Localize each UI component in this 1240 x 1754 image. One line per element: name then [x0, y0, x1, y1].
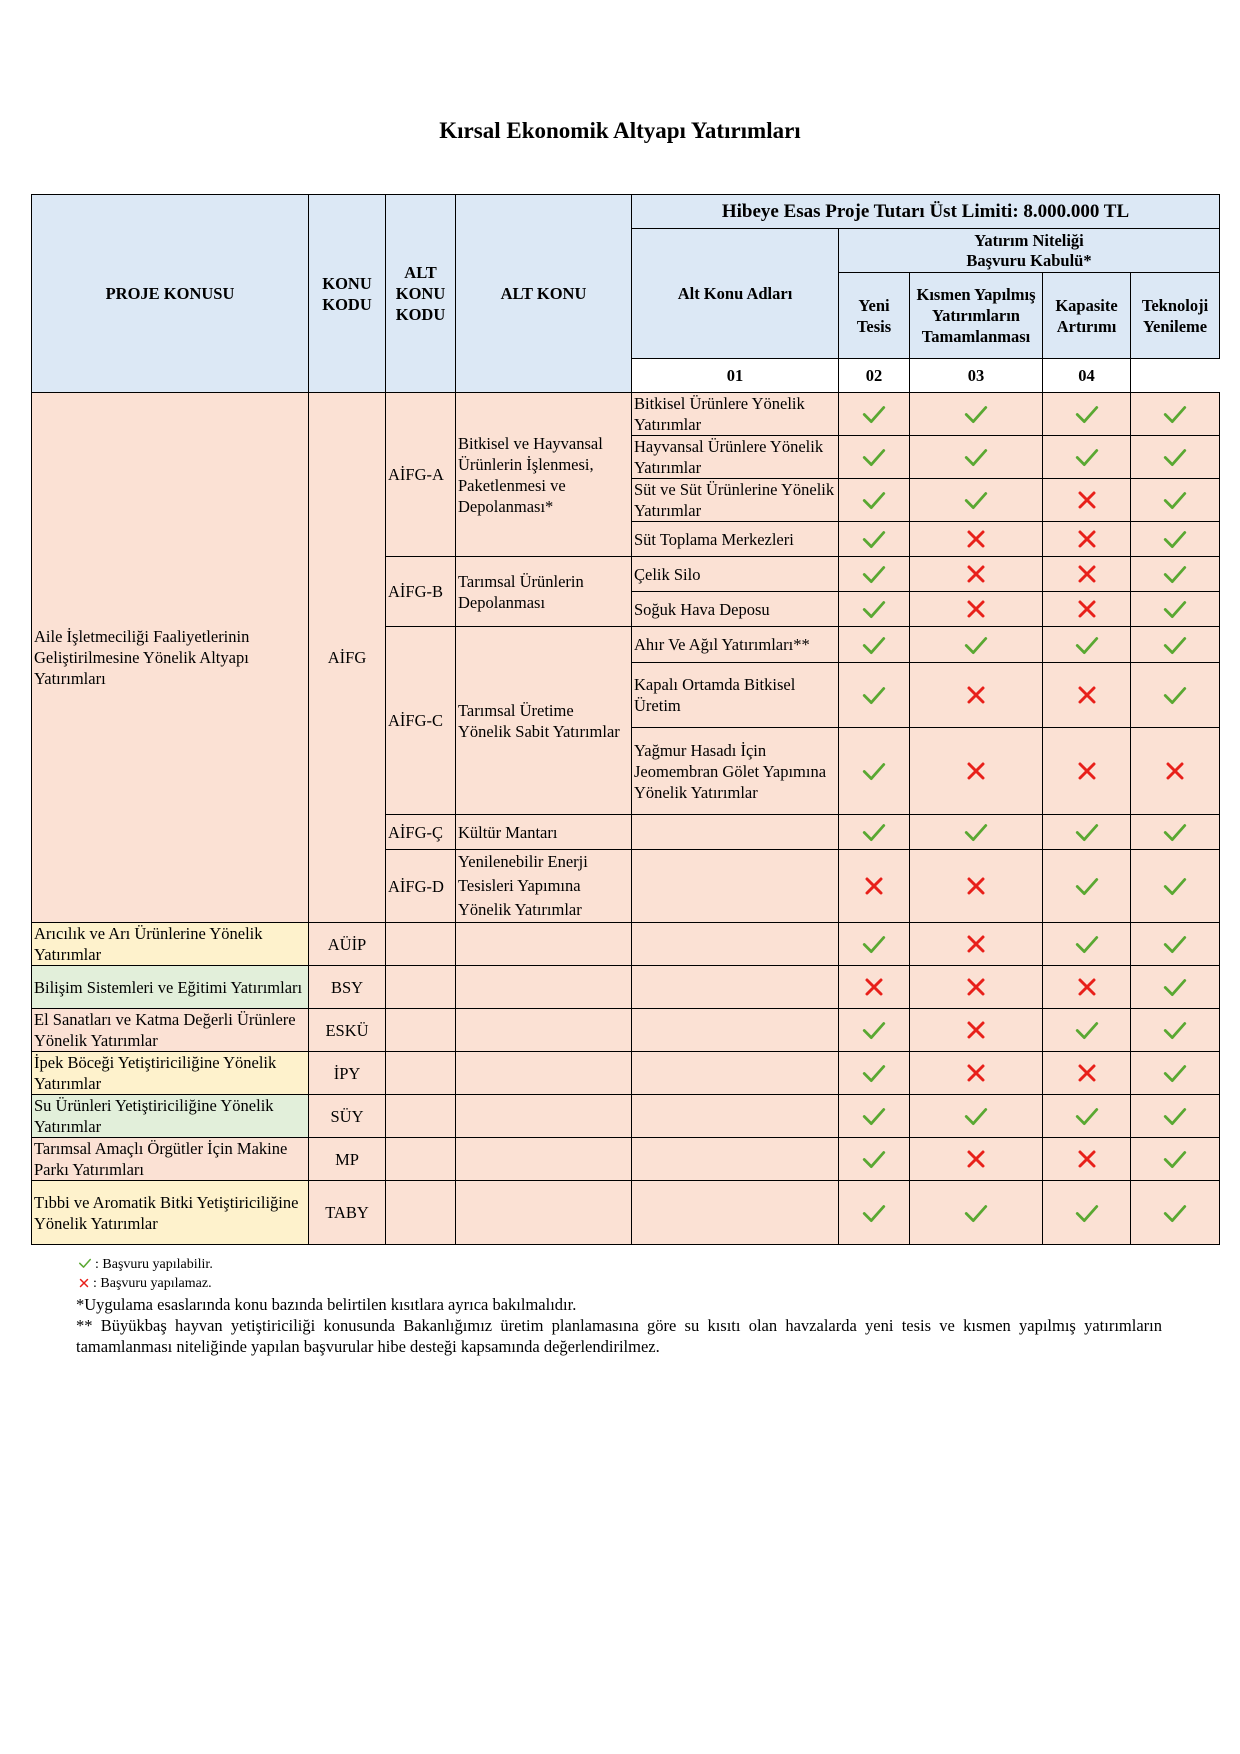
- cross-icon: [910, 1052, 1043, 1095]
- check-icon: [839, 522, 910, 557]
- header-konu-kodu: KONU KODU: [309, 195, 386, 393]
- cross-icon: [839, 850, 910, 923]
- header-hibe-limit: Hibeye Esas Proje Tutarı Üst Limiti: 8.000.000 TL: [632, 195, 1220, 229]
- header-code-01: 01: [632, 359, 839, 393]
- check-icon: [839, 1138, 910, 1181]
- check-icon: [839, 627, 910, 663]
- cross-icon: [910, 592, 1043, 627]
- check-icon: [1131, 923, 1220, 966]
- check-icon: [1131, 557, 1220, 592]
- check-icon: [839, 663, 910, 728]
- proje-konusu: İpek Böceği Yetiştiriciliğine Yönelik Yatırımlar: [32, 1052, 309, 1095]
- check-icon: [839, 1095, 910, 1138]
- proje-konusu: Su Ürünleri Yetiştiriciliğine Yönelik Yatırımlar: [32, 1095, 309, 1138]
- cross-icon: [910, 923, 1043, 966]
- alt-konu-adi: Ahır Ve Ağıl Yatırımları**: [632, 627, 839, 663]
- check-icon: [78, 1256, 92, 1275]
- check-icon: [1131, 522, 1220, 557]
- cross-icon: [1043, 557, 1131, 592]
- cross-icon: [910, 557, 1043, 592]
- cross-icon: [1043, 1052, 1131, 1095]
- check-icon: [1131, 627, 1220, 663]
- check-icon: [1131, 663, 1220, 728]
- alt-konu-aifg-c-cedilla: Kültür Mantarı: [456, 815, 632, 850]
- cross-icon: [1043, 966, 1131, 1009]
- table-row: [32, 1181, 1220, 1245]
- cross-icon: [910, 522, 1043, 557]
- alt-konu-adi: Süt ve Süt Ürünlerine Yönelik Yatırımlar: [632, 479, 839, 522]
- header-col-teknoloji: Teknoloji Yenileme: [1131, 273, 1220, 359]
- alt-konu-kodu-aifg-a: AİFG-A: [386, 393, 456, 557]
- check-icon: [1043, 436, 1131, 479]
- cross-icon: [910, 663, 1043, 728]
- alt-konu-aifg-c: Tarımsal Üretime Yönelik Sabit Yatırımlar: [456, 627, 632, 815]
- check-icon: [1131, 592, 1220, 627]
- check-icon: [910, 1095, 1043, 1138]
- header-col-kapasite: Kapasite Artırımı: [1043, 273, 1131, 359]
- alt-konu-adi: Çelik Silo: [632, 557, 839, 592]
- cross-icon: [910, 966, 1043, 1009]
- check-icon: [1131, 1052, 1220, 1095]
- check-icon: [910, 627, 1043, 663]
- check-icon: [1043, 923, 1131, 966]
- alt-konu-adi: Bitkisel Ürünlere Yönelik Yatırımlar: [632, 393, 839, 436]
- check-icon: [1131, 393, 1220, 436]
- konu-kodu: BSY: [309, 966, 386, 1009]
- cross-icon: [910, 1009, 1043, 1052]
- proje-konusu: Tarımsal Amaçlı Örgütler İçin Makine Parkı Yatırımları: [32, 1138, 309, 1181]
- header-alt-konu: ALT KONU: [456, 195, 632, 393]
- cross-icon: [910, 1138, 1043, 1181]
- alt-konu-aifg-b: Tarımsal Ürünlerin Depolanması: [456, 557, 632, 627]
- proje-konusu: Arıcılık ve Arı Ürünlerine Yönelik Yatırımlar: [32, 923, 309, 966]
- check-icon: [1131, 1138, 1220, 1181]
- check-icon: [910, 436, 1043, 479]
- check-icon: [839, 436, 910, 479]
- investment-table: [31, 194, 1220, 1245]
- konu-kodu: İPY: [309, 1052, 386, 1095]
- alt-konu-adi: Kapalı Ortamda Bitkisel Üretim: [632, 663, 839, 728]
- cross-icon: [1131, 728, 1220, 815]
- check-icon: [1043, 1181, 1131, 1245]
- alt-konu-adi: Süt Toplama Merkezleri: [632, 522, 839, 557]
- cross-icon: [1043, 663, 1131, 728]
- konu-kodu: SÜY: [309, 1095, 386, 1138]
- cross-icon: [1043, 479, 1131, 522]
- table-row: [32, 1009, 1220, 1052]
- alt-konu-aifg-a: Bitkisel ve Hayvansal Ürünlerin İşlenmesi, Paketlenmesi ve Depolanması*: [456, 393, 632, 557]
- check-icon: [839, 923, 910, 966]
- check-icon: [1131, 479, 1220, 522]
- check-icon: [839, 479, 910, 522]
- proje-konusu: Bilişim Sistemleri ve Eğitimi Yatırımları: [32, 966, 309, 1009]
- cross-icon: [1043, 1138, 1131, 1181]
- alt-konu-adi: [632, 850, 839, 923]
- header-code-04: 04: [1043, 359, 1131, 393]
- cross-icon: [78, 1277, 90, 1294]
- header-col-yeni-tesis: Yeni Tesis: [839, 273, 910, 359]
- header-col-kismen: Kısmen Yapılmış Yatırımların Tamamlanması: [910, 273, 1043, 359]
- proje-konusu-aifg: Aile İşletmeciliği Faaliyetlerinin Geliştirilmesine Yönelik Altyapı Yatırımları: [32, 393, 309, 923]
- footer-notes: [76, 1256, 1162, 1357]
- table-row: [32, 966, 1220, 1009]
- check-icon: [839, 1181, 910, 1245]
- alt-konu-adi: [632, 815, 839, 850]
- legend-no: [76, 1275, 1162, 1294]
- table-row: [32, 1052, 1220, 1095]
- note-1: *Uygulama esaslarında konu bazında belirtilen kısıtlara ayrıca bakılmalıdır.: [76, 1295, 577, 1314]
- cross-icon: [1043, 728, 1131, 815]
- check-icon: [839, 728, 910, 815]
- check-icon: [910, 393, 1043, 436]
- check-icon: [839, 1009, 910, 1052]
- check-icon: [839, 393, 910, 436]
- check-icon: [839, 557, 910, 592]
- check-icon: [1043, 815, 1131, 850]
- check-icon: [1131, 436, 1220, 479]
- proje-konusu: El Sanatları ve Katma Değerli Ürünlere Yönelik Yatırımlar: [32, 1009, 309, 1052]
- alt-konu-kodu-aifg-c-cedilla: AİFG-Ç: [386, 815, 456, 850]
- check-icon: [1131, 1095, 1220, 1138]
- page-title: Kırsal Ekonomik Altyapı Yatırımları: [439, 118, 801, 143]
- check-icon: [839, 592, 910, 627]
- note-2: ** Büyükbaş hayvan yetiştiriciliği konusunda Bakanlığımız üretim planlamasına göre su kısıtı olan havzalarda yeni tesis ve kısmen yapılmış yatırımların tamamlanması niteliğinde yapılan başvurular hibe desteği kapsamında değerlendirilmez.: [76, 1316, 1162, 1356]
- table-row: [32, 923, 1220, 966]
- cross-icon: [1043, 592, 1131, 627]
- cross-icon: [1043, 522, 1131, 557]
- legend-yes-label: : Başvuru yapılabilir.: [95, 1257, 213, 1272]
- header-code-03: 03: [910, 359, 1043, 393]
- header-yatirim-niteligi: Yatırım Niteliği Başvuru Kabulü*: [839, 229, 1220, 273]
- legend-no-label: : Başvuru yapılamaz.: [93, 1276, 212, 1291]
- konu-kodu-aifg: AİFG: [309, 393, 386, 923]
- check-icon: [910, 815, 1043, 850]
- alt-konu-kodu-aifg-b: AİFG-B: [386, 557, 456, 627]
- konu-kodu: MP: [309, 1138, 386, 1181]
- check-icon: [1131, 1009, 1220, 1052]
- cross-icon: [910, 728, 1043, 815]
- check-icon: [1043, 627, 1131, 663]
- check-icon: [839, 1052, 910, 1095]
- legend-yes: [76, 1256, 1162, 1275]
- check-icon: [910, 479, 1043, 522]
- table-row: [32, 1138, 1220, 1181]
- header-proje-konusu: PROJE KONUSU: [32, 195, 309, 393]
- header-alt-konu-adlari: Alt Konu Adları: [632, 229, 839, 359]
- check-icon: [910, 1181, 1043, 1245]
- check-icon: [1043, 1009, 1131, 1052]
- alt-konu-kodu-aifg-d: AİFG-D: [386, 850, 456, 923]
- alt-konu-aifg-d: Yenilenebilir Enerji Tesisleri Yapımına Yönelik Yatırımlar: [456, 850, 632, 923]
- header-alt-konu-kodu: ALT KONU KODU: [386, 195, 456, 393]
- alt-konu-kodu-aifg-c: AİFG-C: [386, 627, 456, 815]
- check-icon: [839, 815, 910, 850]
- check-icon: [1043, 393, 1131, 436]
- check-icon: [1131, 850, 1220, 923]
- table-row: [32, 1095, 1220, 1138]
- table-row: [32, 393, 1220, 436]
- cross-icon: [839, 966, 910, 1009]
- konu-kodu: AÜİP: [309, 923, 386, 966]
- alt-konu-adi: Hayvansal Ürünlere Yönelik Yatırımlar: [632, 436, 839, 479]
- konu-kodu: TABY: [309, 1181, 386, 1245]
- proje-konusu: Tıbbi ve Aromatik Bitki Yetiştiriciliğine Yönelik Yatırımlar: [32, 1181, 309, 1245]
- header-code-02: 02: [839, 359, 910, 393]
- check-icon: [1131, 966, 1220, 1009]
- konu-kodu: ESKÜ: [309, 1009, 386, 1052]
- check-icon: [1043, 850, 1131, 923]
- alt-konu-adi: Yağmur Hasadı İçin Jeomembran Gölet Yapımına Yönelik Yatırımlar: [632, 728, 839, 815]
- check-icon: [1043, 1095, 1131, 1138]
- check-icon: [1131, 1181, 1220, 1245]
- check-icon: [1131, 815, 1220, 850]
- alt-konu-adi: Soğuk Hava Deposu: [632, 592, 839, 627]
- cross-icon: [910, 850, 1043, 923]
